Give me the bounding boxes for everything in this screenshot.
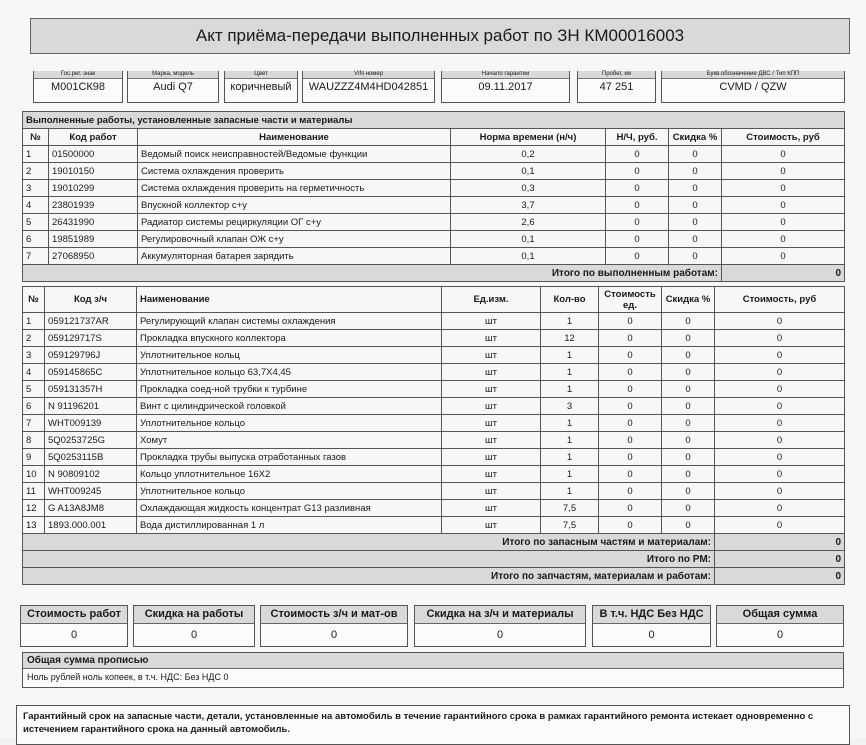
cell-discount: 0 [662,398,715,415]
cell-cost: 0 [715,449,845,466]
cell-num: 10 [23,466,45,483]
table-row [23,415,845,432]
col-cost: Стоимость, руб [722,129,845,146]
cell-discount: 0 [669,248,722,265]
table-row [23,483,845,500]
info-value: WAUZZZ4M4HD042851 [308,81,429,93]
table-row [23,231,845,248]
cell-name: Вода дистиллированная 1 л [137,517,442,534]
cell-code: WHT009245 [45,483,137,500]
cell-num: 13 [23,517,45,534]
cell-cost: 0 [722,231,845,248]
cell-cost: 0 [715,398,845,415]
cell-norm: 0,1 [451,248,606,265]
grand-total-value: 0 [715,568,845,585]
info-model [127,71,219,103]
info-plate [33,71,123,103]
info-value: М001СК98 [50,81,106,93]
cell-discount: 0 [662,313,715,330]
summary-value: 0 [496,629,504,641]
cell-unit: шт [442,313,541,330]
summary-value: 0 [648,629,655,641]
col-code: Код работ [49,129,138,146]
col-qty: Кол-во [541,287,599,313]
cell-code: 26431990 [49,214,138,231]
cell-unit-cost: 0 [599,381,662,398]
table-row [23,248,845,265]
cell-cost: 0 [722,180,845,197]
cell-unit: шт [442,483,541,500]
table-row [23,163,845,180]
cell-cost: 0 [715,432,845,449]
cell-unit-cost: 0 [599,415,662,432]
info-value: Audi Q7 [153,81,193,93]
cell-code: 19851989 [49,231,138,248]
rm-total-label: Итого по РМ: [23,551,715,568]
cell-unit-cost: 0 [599,449,662,466]
summary-work-cost [20,605,128,647]
info-value: 09.11.2017 [478,81,533,93]
table-row [23,146,845,163]
info-value: коричневый [230,81,292,93]
cell-code: 27068950 [49,248,138,265]
cell-discount: 0 [662,330,715,347]
cell-name: Регулирующий клапан системы охлаждения [137,313,442,330]
info-label: Начало гарантии [442,71,569,79]
summary-parts-cost [260,605,408,647]
cell-cost: 0 [722,146,845,163]
cell-code: 059121737AR [45,313,137,330]
col-num: № [23,287,45,313]
cell-name: Система охлаждения проверить на герметичность [138,180,451,197]
cell-discount: 0 [669,197,722,214]
info-label: Цвет [225,71,297,79]
cell-discount: 0 [662,517,715,534]
cell-unit-cost: 0 [599,483,662,500]
cell-norm: 2,6 [451,214,606,231]
cell-unit-cost: 0 [599,500,662,517]
cell-discount: 0 [669,163,722,180]
col-name: Наименование [137,287,442,313]
cell-qty: 1 [541,466,599,483]
cell-code: N 91196201 [45,398,137,415]
cell-num: 3 [23,180,49,197]
cell-discount: 0 [662,466,715,483]
cell-discount: 0 [669,146,722,163]
info-vin [302,71,435,103]
cell-num: 7 [23,415,45,432]
cell-cost: 0 [715,364,845,381]
cell-name: Хомут [137,432,442,449]
cell-code: 19010299 [49,180,138,197]
cell-cost: 0 [715,330,845,347]
cell-qty: 1 [541,364,599,381]
info-value: 47 251 [599,81,634,93]
cell-cost: 0 [722,214,845,231]
cell-num: 3 [23,347,45,364]
summary-label: Общая сумма [717,606,843,624]
cell-code: 059129717S [45,330,137,347]
cell-qty: 1 [541,313,599,330]
cell-unit: шт [442,364,541,381]
summary-work-discount [133,605,255,647]
table-row [23,466,845,483]
table-row [23,330,845,347]
info-label: Гос.рег. знак [34,71,122,79]
amount-in-words [22,652,844,688]
cell-cost: 0 [715,415,845,432]
cell-unit: шт [442,432,541,449]
col-discount: Скидка % [662,287,715,313]
summary-label: Скидка на работы [134,606,254,624]
cell-nh: 0 [606,197,669,214]
table-row [23,500,845,517]
cell-unit-cost: 0 [599,313,662,330]
table-row [23,214,845,231]
works-table [22,111,845,282]
cell-num: 11 [23,483,45,500]
cell-cost: 0 [715,466,845,483]
summary-parts-discount [414,605,586,647]
cell-code: 059131357H [45,381,137,398]
summary-label: Стоимость работ [21,606,127,624]
summary-label: В т.ч. НДС Без НДС [593,606,710,624]
cell-nh: 0 [606,248,669,265]
info-label: Пробег, км [578,71,655,79]
cell-discount: 0 [662,347,715,364]
cell-qty: 1 [541,432,599,449]
info-mileage [577,71,656,103]
cell-qty: 1 [541,347,599,364]
cell-nh: 0 [606,180,669,197]
cell-num: 12 [23,500,45,517]
cell-cost: 0 [715,347,845,364]
summary-value: 0 [190,629,198,641]
cell-cost: 0 [715,500,845,517]
cell-norm: 0,2 [451,146,606,163]
cell-name: Уплотнительное кольц [137,347,442,364]
cell-code: 059129796J [45,347,137,364]
cell-discount: 0 [669,214,722,231]
summary-value: 0 [70,629,78,641]
cell-code: 5Q0253115B [45,449,137,466]
amount-in-words-label: Общая сумма прописью [23,653,843,669]
col-cost: Стоимость, руб [715,287,845,313]
works-total-value: 0 [722,265,845,282]
summary-vat [592,605,711,647]
rm-total-row [23,551,845,568]
cell-name: Прокладка трубы выпуска отработанных газов [137,449,442,466]
cell-num: 6 [23,398,45,415]
summary-value: 0 [330,629,338,641]
cell-num: 9 [23,449,45,466]
cell-norm: 0,3 [451,180,606,197]
parts-header-row [23,287,845,313]
col-unit: Ед.изм. [442,287,541,313]
cell-discount: 0 [669,231,722,248]
cell-name: Кольцо уплотнительное 16X2 [137,466,442,483]
col-code: Код з/ч [45,287,137,313]
info-label: Букв.обозначение ДВС / Тип КПП [662,71,844,79]
cell-discount: 0 [669,180,722,197]
col-unit-cost: Стоимость ед. [599,287,662,313]
cell-discount: 0 [662,415,715,432]
cell-norm: 0,1 [451,231,606,248]
cell-code: WHT009139 [45,415,137,432]
table-row [23,517,845,534]
info-engine-gearbox [661,71,845,103]
cell-code: 01500000 [49,146,138,163]
cell-norm: 3,7 [451,197,606,214]
cell-qty: 3 [541,398,599,415]
works-header-row [23,129,845,146]
cell-discount: 0 [662,500,715,517]
cell-cost: 0 [715,381,845,398]
cell-discount: 0 [662,432,715,449]
cell-name: Ведомый поиск неисправностей/Ведомые функции [138,146,451,163]
cell-nh: 0 [606,146,669,163]
cell-name: Прокладка соед-ной трубки к турбине [137,381,442,398]
cell-unit: шт [442,517,541,534]
cell-code: 19010150 [49,163,138,180]
table-row [23,398,845,415]
page-title: Акт приёма-передачи выполненных работ по ЗН КМ00016003 [30,18,850,54]
info-color [224,71,298,103]
info-value: CVMD / QZW [719,81,787,93]
cell-qty: 1 [541,483,599,500]
cell-cost: 0 [722,197,845,214]
cell-code: 5Q0253725G [45,432,137,449]
cell-name: Аккумуляторная батарея зарядить [138,248,451,265]
cell-name: Охлаждающая жидкость концентрат G13 разливная [137,500,442,517]
cell-unit-cost: 0 [599,398,662,415]
parts-total-value: 0 [715,534,845,551]
cell-cost: 0 [722,163,845,180]
cell-qty: 1 [541,381,599,398]
cell-num: 4 [23,197,49,214]
col-nh: Н/Ч, руб. [606,129,669,146]
col-name: Наименование [138,129,451,146]
cell-unit: шт [442,449,541,466]
cell-num: 1 [23,146,49,163]
cell-qty: 7,5 [541,500,599,517]
cell-unit-cost: 0 [599,517,662,534]
cell-name: Винт с цилиндрической головкой [137,398,442,415]
cell-unit: шт [442,330,541,347]
parts-total-row [23,534,845,551]
cell-qty: 7,5 [541,517,599,534]
cell-cost: 0 [715,313,845,330]
cell-qty: 1 [541,415,599,432]
cell-nh: 0 [606,214,669,231]
col-num: № [23,129,49,146]
table-row [23,197,845,214]
cell-name: Система охлаждения проверить [138,163,451,180]
cell-name: Регулировочный клапан ОЖ с+у [138,231,451,248]
parts-table [22,286,845,585]
cell-nh: 0 [606,231,669,248]
rm-total-value: 0 [715,551,845,568]
table-row [23,381,845,398]
cell-cost: 0 [715,517,845,534]
info-label: Марка, модель [128,71,218,79]
works-total-row [23,265,845,282]
grand-total-label: Итого по запчастям, материалам и работам: [23,568,715,585]
cell-unit: шт [442,500,541,517]
cell-code: 059145865C [45,364,137,381]
table-row [23,180,845,197]
cell-cost: 0 [722,248,845,265]
cell-unit-cost: 0 [599,347,662,364]
cell-num: 5 [23,381,45,398]
cell-discount: 0 [662,483,715,500]
cell-discount: 0 [662,364,715,381]
table-row [23,313,845,330]
cell-discount: 0 [662,381,715,398]
cell-num: 8 [23,432,45,449]
cell-num: 2 [23,163,49,180]
cell-code: N 90809102 [45,466,137,483]
cell-num: 4 [23,364,45,381]
cell-norm: 0,1 [451,163,606,180]
col-discount: Скидка % [669,129,722,146]
cell-unit-cost: 0 [599,432,662,449]
table-row [23,449,845,466]
table-row [23,347,845,364]
cell-code: 23801939 [49,197,138,214]
cell-unit: шт [442,398,541,415]
cell-unit: шт [442,381,541,398]
summary-label: Стоимость з/ч и мат-ов [261,606,407,624]
cell-qty: 12 [541,330,599,347]
warranty-note: Гарантийный срок на запасные части, детали, установленные на автомобиль в течение гарантийного срока в рамках гарантийного ремонта истекает одновременно с истечением гарантийного срока на данный автомобиль. [16,705,850,745]
cell-code: 1893.000.001 [45,517,137,534]
cell-num: 7 [23,248,49,265]
summary-value: 0 [776,629,784,641]
cell-code: G A13A8JM8 [45,500,137,517]
cell-name: Радиатор системы рециркуляции ОГ с+у [138,214,451,231]
table-row [23,432,845,449]
table-row [23,364,845,381]
cell-unit-cost: 0 [599,330,662,347]
cell-unit-cost: 0 [599,466,662,483]
cell-num: 1 [23,313,45,330]
cell-unit: шт [442,347,541,364]
summary-label: Скидка на з/ч и материалы [415,606,585,624]
info-label: VIN номер [303,71,434,79]
cell-name: Прокладка впускного коллектора [137,330,442,347]
summary-total [716,605,844,647]
works-total-label: Итого по выполненным работам: [23,265,722,282]
cell-name: Уплотнительное кольцо [137,415,442,432]
cell-num: 6 [23,231,49,248]
cell-unit: шт [442,415,541,432]
cell-name: Впускной коллектор с+у [138,197,451,214]
cell-name: Уплотнительное кольцо 63,7X4,45 [137,364,442,381]
works-section-title: Выполненные работы, установленные запасные части и материалы [23,112,845,129]
info-warranty-start [441,71,570,103]
parts-total-label: Итого по запасным частям и материалам: [23,534,715,551]
cell-num: 5 [23,214,49,231]
amount-in-words-value: Ноль рублей ноль копеек, в т.ч. НДС: Без НДС 0 [27,672,229,682]
grand-total-row [23,568,845,585]
cell-qty: 1 [541,449,599,466]
col-norm: Норма времени (н/ч) [451,129,606,146]
cell-name: Уплотнительное кольцо [137,483,442,500]
cell-nh: 0 [606,163,669,180]
cell-unit: шт [442,466,541,483]
cell-num: 2 [23,330,45,347]
cell-discount: 0 [662,449,715,466]
cell-unit-cost: 0 [599,364,662,381]
cell-cost: 0 [715,483,845,500]
